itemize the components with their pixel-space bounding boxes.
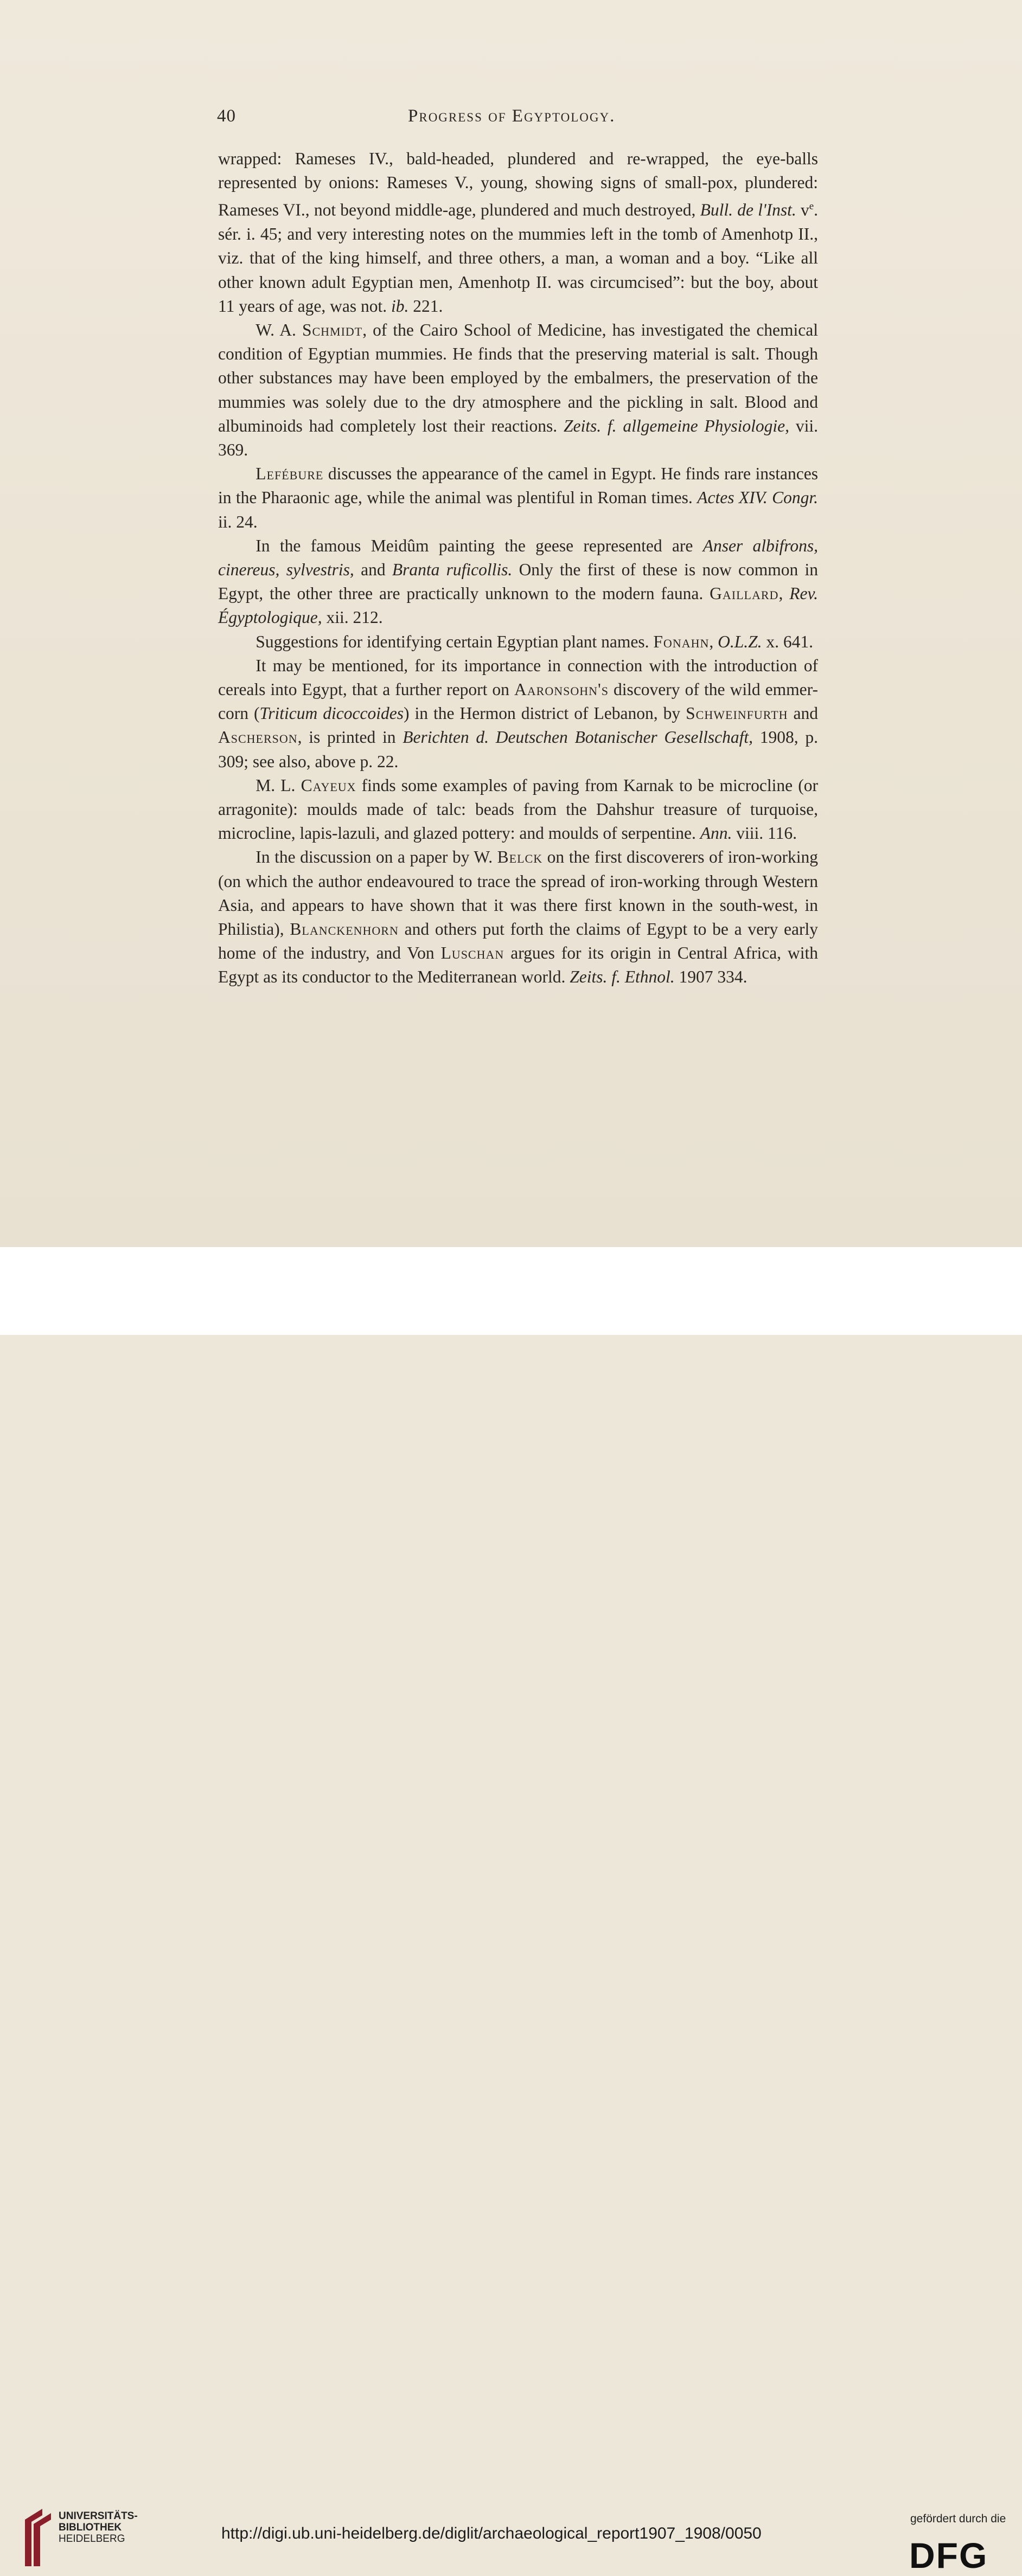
text-run: , of the Cairo School of Medicine, has investigated the chemical condition of Egyptian mummies. He finds that the preserving material is salt. Though other substances may have been employed by the embalmers, the preservation of the mummies was solely due to the dry atmosphere and the pickling in salt. Blood and albuminoids had completely lost their reactions. bbox=[218, 320, 818, 435]
text-run: , bbox=[709, 632, 718, 651]
text-run: ii. 24. bbox=[218, 512, 258, 531]
text-run: wrapped: Rameses IV., bald-headed, plundered and re-wrapped, the eye-balls represented by onions: Rameses V., young, showing signs of small-pox, plundered: Rameses VI., not beyond middle-age, plundered and much destroyed, bbox=[218, 149, 818, 220]
citation-italic: Zeits. f. allgemeine Physiologie, bbox=[563, 416, 790, 435]
text-run: In the famous Meidûm painting the geese represented are bbox=[256, 536, 703, 555]
running-title: Progress of Egyptology. bbox=[408, 106, 616, 126]
author-name: Luschan bbox=[440, 943, 504, 963]
text-run: vii. 369. bbox=[218, 416, 818, 459]
body-text bbox=[218, 147, 818, 990]
author-name: Cayeux bbox=[301, 775, 356, 795]
text-run: W. A. bbox=[256, 320, 302, 339]
text-run: In the discussion on a paper by W. bbox=[256, 847, 497, 867]
dfg-logo-icon: DFG bbox=[909, 2535, 988, 2575]
author-name: Belck bbox=[497, 847, 543, 867]
library-line-2: BIBLIOTHEK bbox=[59, 2522, 122, 2533]
author-name: Aaronsohn's bbox=[514, 679, 609, 699]
paragraph bbox=[218, 462, 818, 534]
paragraph bbox=[218, 534, 818, 630]
author-name: Fonahn bbox=[653, 632, 710, 651]
citation-italic: Bull. de l'Inst. bbox=[700, 200, 796, 220]
author-name: Lefébure bbox=[256, 464, 324, 484]
paragraph bbox=[218, 774, 818, 846]
superscript: e bbox=[809, 201, 814, 213]
text-run: on the first discoverers of iron-working (on which the author endeavoured to trace the spread of iron-working through Western Asia, and appears to have shown that it was there first known in the south-west, in Philistia), bbox=[218, 847, 818, 939]
text-run: and bbox=[354, 560, 392, 579]
paragraph bbox=[218, 147, 818, 318]
text-run: and others put forth the claims of Egypt to be a very early home of the industry, and Von bbox=[218, 920, 819, 963]
text-run: . sér. i. 45; and very interesting notes on the mummies left in the tomb of Amenhotp II., viz. that of the king himself, and three others, a man, a woman and a boy. “Like all other known adult Egyptian men, Amenhotp II. was circumcised”: but the boy, about 11 years of age, was not. bbox=[218, 200, 819, 316]
author-name: Blanckenhorn bbox=[290, 920, 399, 939]
text-run: 1907 334. bbox=[674, 967, 748, 987]
text-run: discusses the appearance of the camel in Egypt. He finds rare instances in the Pharaonic age, while the animal was plentiful in Roman times. bbox=[218, 464, 818, 508]
citation-italic: Zeits. f. Ethnol. bbox=[570, 967, 675, 987]
author-name: Gaillard bbox=[710, 584, 779, 603]
text-run: finds some examples of paving from Karnak to be microcline (or arragonite): moulds made of talc: beads from the Dahshur treasure of turquoise, microcline, lapis-lazuli, and glazed pottery: and moulds of serpentine. bbox=[218, 775, 818, 843]
library-logo-icon bbox=[21, 2508, 53, 2567]
text-run: Only the first of these is now common in Egypt, the other three are practically unknown to the modern fauna. bbox=[218, 560, 818, 603]
text-run: It may be mentioned, for its importance in connection with the introduction of cereals into Egypt, that a further report on bbox=[218, 656, 818, 699]
paragraph bbox=[218, 630, 818, 654]
text-run: 1908, p. 309; see also, above p. 22. bbox=[218, 728, 819, 771]
page-number: 40 bbox=[217, 106, 236, 126]
author-name: Schweinfurth bbox=[686, 704, 788, 723]
page-header bbox=[217, 106, 819, 133]
paragraph bbox=[218, 318, 818, 462]
funder-caption: gefördert durch die bbox=[910, 2513, 1006, 2525]
permalink-url[interactable]: http://digi.ub.uni-heidelberg.de/diglit/archaeological_report1907_1908/0050 bbox=[221, 2524, 762, 2542]
citation-italic: Ann. bbox=[700, 824, 732, 843]
citation-italic: Rev. Égyptologique, bbox=[218, 584, 819, 627]
citation-italic: Berichten d. Deutschen Botanischer Gesellschaft, bbox=[403, 728, 753, 747]
citation-italic: ib. bbox=[391, 296, 409, 316]
text-run: xii. 212. bbox=[322, 608, 383, 627]
scanned-page bbox=[0, 0, 1022, 1247]
text-run: v bbox=[796, 200, 809, 220]
citation-italic: Branta ruficollis. bbox=[392, 560, 513, 579]
citation-italic: Actes XIV. Congr. bbox=[697, 488, 819, 508]
text-run: M. L. bbox=[256, 775, 301, 795]
text-run: ) in the Hermon district of Lebanon, by bbox=[403, 704, 686, 723]
citation-italic: O.L.Z. bbox=[718, 632, 762, 651]
citation-italic: Anser albifrons, cinereus, sylvestris, bbox=[218, 536, 818, 579]
text-run: and bbox=[788, 704, 818, 723]
author-name: Ascherson bbox=[218, 728, 298, 747]
text-run: viii. 116. bbox=[732, 824, 797, 843]
text-run: , bbox=[778, 584, 790, 603]
text-run: Suggestions for identifying certain Egyptian plant names. bbox=[256, 632, 654, 651]
library-line-1: UNIVERSITÄTS- bbox=[59, 2510, 138, 2522]
paragraph bbox=[218, 845, 818, 989]
author-name: Schmidt bbox=[302, 320, 363, 339]
library-line-3: HEIDELBERG bbox=[59, 2533, 125, 2545]
footer-bar bbox=[0, 1247, 1022, 2575]
citation-italic: Triticum dicoccoides bbox=[259, 704, 404, 723]
text-run: argues for its origin in Central Africa, with Egypt as its conductor to the Mediterranean world. bbox=[218, 943, 818, 987]
text-run: x. 641. bbox=[762, 632, 814, 651]
paragraph bbox=[218, 654, 818, 774]
library-name bbox=[59, 2510, 138, 2545]
text-run: 221. bbox=[408, 296, 443, 316]
text-run: discovery of the wild emmer-corn ( bbox=[218, 679, 818, 723]
text-run: , is printed in bbox=[297, 728, 403, 747]
